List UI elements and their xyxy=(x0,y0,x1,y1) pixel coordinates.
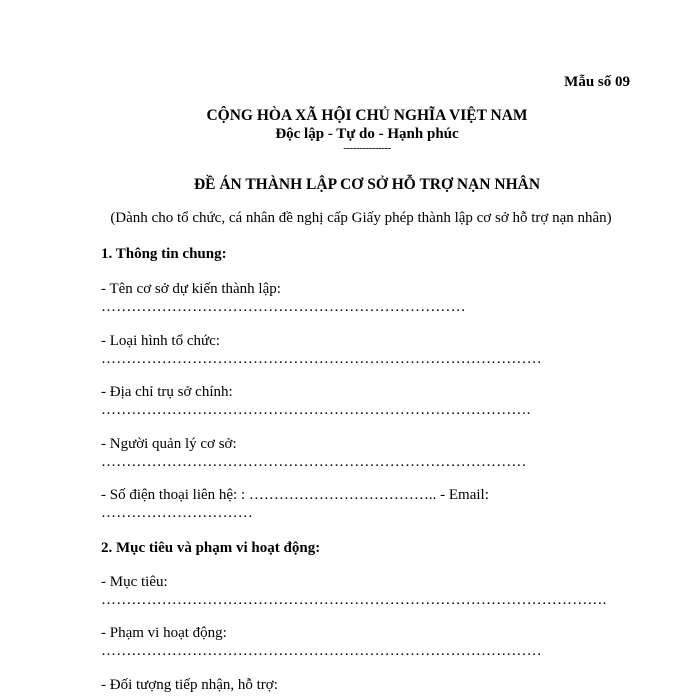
field-beneficiaries-label: - Đối tượng tiếp nhận, hỗ trợ: xyxy=(101,677,278,693)
field-facility-name-blank[interactable]: ……………………………………………………………… xyxy=(101,299,466,315)
field-address-blank[interactable]: …………………………………………………………………………. xyxy=(101,402,531,418)
field-objectives-blank[interactable]: ………………………………………………………………………………………. xyxy=(101,592,607,608)
form-number: Mẫu số 09 xyxy=(564,74,630,90)
nation-name: CỘNG HÒA XÃ HỘI CHỦ NGHĨA VIỆT NAM xyxy=(206,107,528,124)
document-subtitle: (Dành cho tổ chức, cá nhân đề nghị cấp Giấy phép thành lập cơ sở hỗ trợ nạn nhân) xyxy=(110,210,612,226)
field-organization-type-label: - Loại hình tổ chức: xyxy=(101,333,220,349)
header-divider: --------------- xyxy=(343,142,391,154)
field-objectives-label: - Mục tiêu: xyxy=(101,574,168,590)
section-2-heading: 2. Mục tiêu và phạm vi hoạt động: xyxy=(101,540,321,556)
field-scope-blank[interactable]: …………………………………………………………………………… xyxy=(101,643,542,659)
field-facility-name-label: - Tên cơ sở dự kiến thành lập: xyxy=(101,281,281,297)
field-manager-blank[interactable]: ………………………………………………………………………… xyxy=(101,454,527,470)
document-title: ĐỀ ÁN THÀNH LẬP CƠ SỞ HỖ TRỢ NẠN NHÂN xyxy=(193,176,541,193)
field-phone-email-label: - Số điện thoại liên hệ: : ……………………………….. - Email: xyxy=(101,487,489,503)
field-manager-label: - Người quản lý cơ sở: xyxy=(101,436,237,452)
field-address-label: - Địa chỉ trụ sở chính: xyxy=(101,384,233,400)
national-motto: Độc lập - Tự do - Hạnh phúc xyxy=(275,126,459,142)
section-1-heading: 1. Thông tin chung: xyxy=(101,246,227,262)
field-scope-label: - Phạm vi hoạt động: xyxy=(101,625,227,641)
field-organization-type-blank[interactable]: …………………………………………………………………………… xyxy=(101,351,542,367)
national-header xyxy=(0,106,700,153)
field-email-blank[interactable]: ………………………… xyxy=(101,505,253,521)
